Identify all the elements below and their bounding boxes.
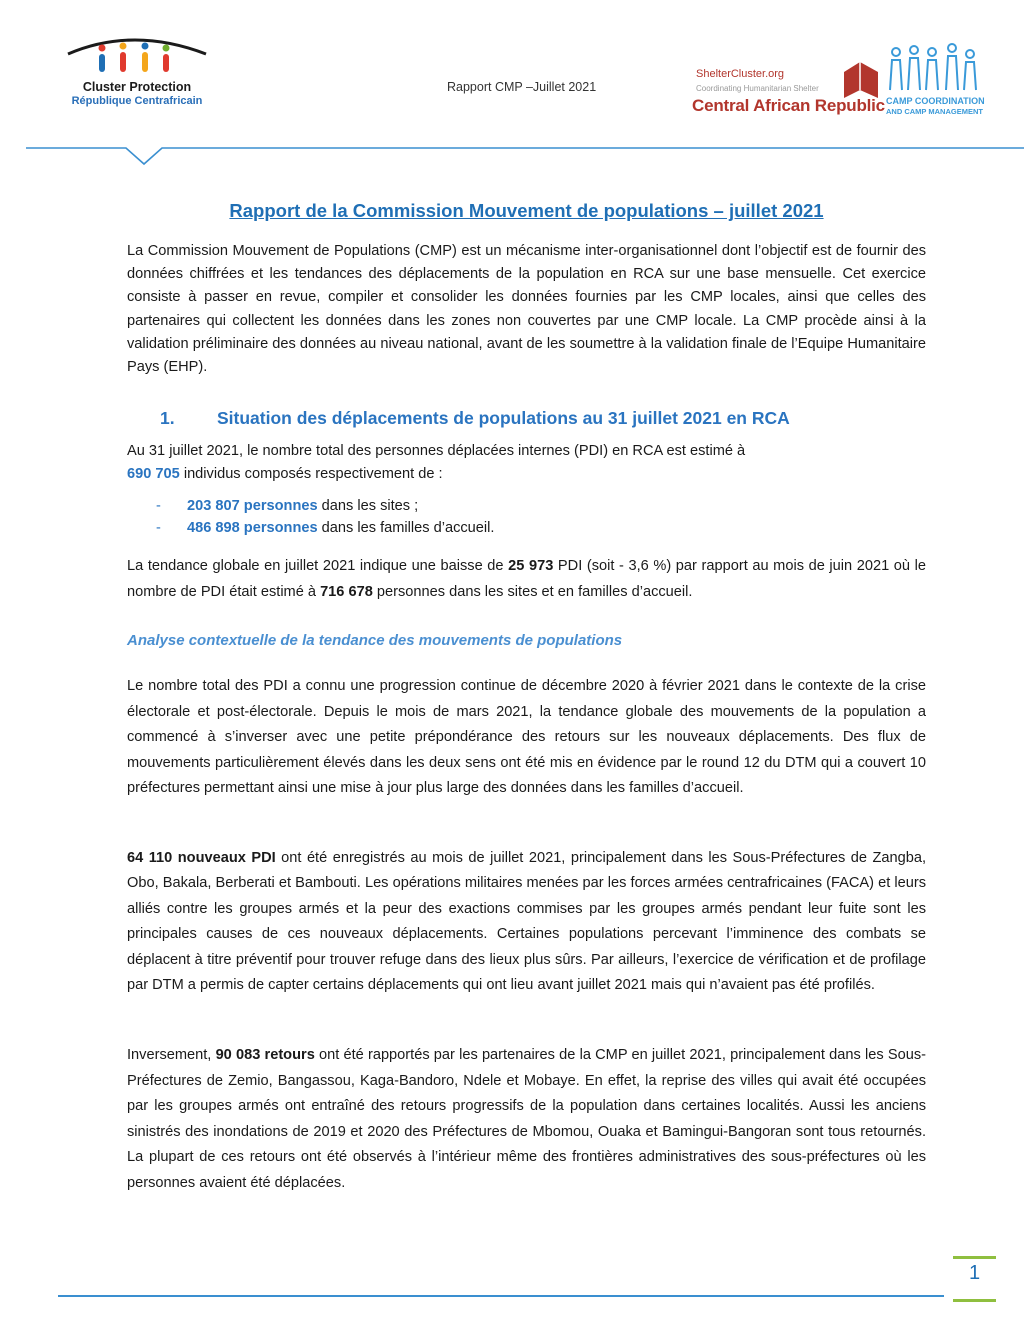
logo-line1: Cluster Protection xyxy=(82,80,192,94)
p1-after: individus composés respectivement de : xyxy=(179,466,443,483)
shelter-cccm-logo xyxy=(690,42,990,122)
page-title: Rapport de la Commission Mouvement de populations – juillet 2021 xyxy=(229,200,824,221)
returns-text: ont été rapportés par les partenaires de la CMP en juillet 2021, principalement dans les Sous-Préfectures de Zemio, Bangassou, Kaga-Bandoro, Ndele et Mobaye. En effet, la reprise des villes qui avait été occupées par les groupes armés ont entraîné des retours progressifs de la population dans certaines localités. Aussi les anciens sinistrés des inondations de 2019 et 2020 des Préfectures de Mbomou, Ouaka et Bamingui-Bangoran sont tous retournés. La plupart de ces retours ont été observés à l’intérieur même des frontières administratives des sous-préfectures où les personnes avaient été déplacées. xyxy=(127,1047,926,1191)
book-shelter-icon xyxy=(840,54,885,104)
header-divider xyxy=(26,138,1024,168)
new-idp-number: 64 110 nouveaux PDI xyxy=(127,850,276,866)
bullet-number: 486 898 personnes xyxy=(187,520,318,536)
new-idp-paragraph xyxy=(127,846,926,998)
section-number: 1. xyxy=(160,408,175,428)
section1-paragraph2 xyxy=(127,553,926,605)
camp-people-icon xyxy=(886,42,986,94)
bullet-text: dans les sites ; xyxy=(317,498,419,514)
decrease-number: 25 973 xyxy=(508,558,554,574)
shelter-site: ShelterCluster.org xyxy=(696,68,785,80)
bullet-number: 203 807 personnes xyxy=(187,498,318,514)
shelter-country: Central African Republic xyxy=(692,96,885,115)
cluster-protection-logo xyxy=(58,34,218,114)
p2-text-c: PDI (soit - 3,6 %) par rapport au mois de juin 2021 où le nombre de PDI était estimé à xyxy=(127,558,926,600)
page-number: 1 xyxy=(968,1262,981,1284)
section1-paragraph1 xyxy=(127,440,926,486)
cluster-protection-figures-icon xyxy=(58,34,218,84)
context-paragraph: Le nombre total des PDI a connu une progression continue de décembre 2020 à février 2021 dans le contexte de la crise électorale et post-électorale. Depuis le mois de mars 2021, la tendance globale des mouvements de la population a commencé à s’inverser avec une petite prépondérance des retours sur les nouveaux déplacements. Des flux de mouvements particulièrement élevés dans les deux sens ont été mis en évidence par le round 12 du DTM qui a couvert 10 préfectures permettant ainsi une mise à jour plus large des données dans les familles d’accueil. xyxy=(127,678,926,797)
total-idp-number: 690 705 xyxy=(127,466,180,483)
p2-text-a: La tendance globale en juillet 2021 indique une baisse de xyxy=(127,558,509,574)
june-total-number: 716 678 xyxy=(320,584,373,600)
returns-before: Inversement, xyxy=(127,1047,216,1063)
cccm-line1: CAMP COORDINATION xyxy=(886,96,985,106)
p2-text-e: personnes dans les sites et en familles d’accueil. xyxy=(372,584,693,600)
header-report-title: Rapport CMP –Juillet 2021 xyxy=(447,80,597,94)
p1-before: Au 31 juillet 2021, le nombre total des personnes déplacées internes (PDI) en RCA est estimé à xyxy=(127,443,746,459)
new-idp-text: ont été enregistrés au mois de juillet 2021, principalement dans les Sous-Préfectures de Zangba, Obo, Bakala, Berberati et Bambouti. Les opérations militaires menées par les forces armées centrafricaines (FACA) et leurs alliés contre les groupes armés et la peur des exactions commises par les groupes armés pendant leur fuite sont les principales causes de ces nouveaux déplacements. Certaines populations percevant l’imminence des combats se déplacent à titre préventif pour trouver refuge dans des lieux plus sûrs. Par ailleurs, l’exercice de vérification et de profilage par DTM a permis de capter certains déplacements qui ont lieu avant juillet 2021 mais qui n’avaient pas été profilés. xyxy=(127,850,926,994)
logo-line2: République Centrafricain xyxy=(71,95,203,107)
list-item xyxy=(156,517,494,539)
footer-divider xyxy=(58,1295,944,1297)
section-heading-text: Situation des déplacements de populations au 31 juillet 2021 en RCA xyxy=(217,408,790,428)
list-item xyxy=(156,495,418,517)
intro-paragraph: La Commission Mouvement de Populations (CMP) est un mécanisme inter-organisationnel dont l’objectif est de fournir des données chiffrées et les tendances des déplacements de la population en RCA sur une base mensuelle. Cet exercice consiste à passer en revue, compiler et consolider les données fournies par les CMP locales, ainsi que celles des partenaires qui collectent les données dans les zones non couvertes par une CMP locale. La CMP procède ainsi à la validation préliminaire des données au niveau national, avant de les soumettre à la validation finale de l’Equipe Humanitaire Pays (EHP). xyxy=(127,243,926,376)
returns-paragraph xyxy=(127,1043,926,1197)
bullet-dash: - xyxy=(156,498,161,514)
section-heading xyxy=(160,408,790,429)
cccm-line2: AND CAMP MANAGEMENT xyxy=(886,107,983,116)
returns-number: 90 083 retours xyxy=(215,1047,315,1063)
bullet-dash: - xyxy=(156,520,161,536)
bullet-text: dans les familles d’accueil. xyxy=(317,520,495,536)
analysis-subheading: Analyse contextuelle de la tendance des mouvements de populations xyxy=(127,632,623,649)
shelter-tagline: Coordinating Humanitarian Shelter xyxy=(696,84,819,93)
